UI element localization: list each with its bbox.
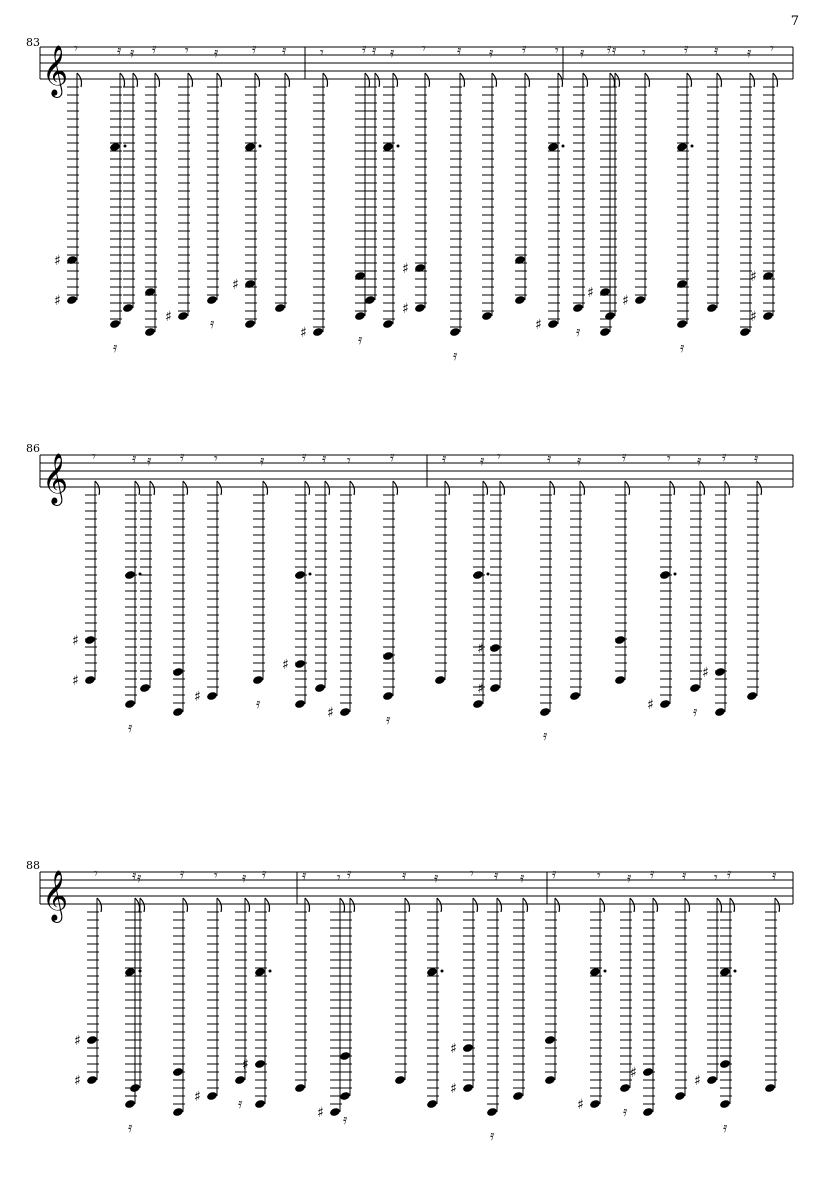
note-flag [323,73,328,87]
rest-glyph: 𝄿 [390,449,395,465]
rest-glyph: 𝄾 [497,449,501,465]
rest-glyph: 𝄿 [480,453,485,469]
notehead [599,327,611,337]
notehead [354,271,366,281]
sharp-accidental: ♯ [577,1097,584,1113]
notehead [642,1067,654,1077]
notehead [481,311,493,321]
rest-glyph: 𝄿 [543,728,548,744]
notehead [472,570,484,580]
rest-glyph: 𝄿 [358,332,363,348]
rest-glyph: 𝄿 [434,870,439,886]
note-flag [97,898,102,912]
note-flag [492,73,497,87]
note-flag [133,73,138,87]
notehead [434,675,446,685]
rest-glyph: 𝄿 [650,866,655,882]
rest-glyph: 𝄾 [714,870,718,886]
notehead [122,303,134,313]
notehead [144,327,156,337]
note-flag [773,73,778,87]
sharp-accidental: ♯ [450,1041,457,1057]
sharp-accidental: ♯ [74,1033,81,1049]
notehead [714,707,726,717]
sharp-accidental: ♯ [194,1089,201,1105]
sharp-accidental: ♯ [477,641,484,657]
notehead [354,311,366,321]
notehead [659,570,671,580]
note-flag [393,73,398,87]
notehead [676,279,688,289]
note-flag [135,481,140,495]
note-flag [625,481,630,495]
rest-glyph: 𝄾 [92,449,96,465]
notehead [764,1083,776,1093]
rest-glyph: 𝄿 [132,868,137,884]
note-flag [183,898,188,912]
sharp-accidental: ♯ [402,261,409,277]
notehead [109,319,121,329]
sharp-accidental: ♯ [587,285,594,301]
note-flag [263,481,268,495]
notehead [172,667,184,677]
rest-glyph: 𝄿 [547,451,552,467]
notehead [66,295,78,305]
rest-glyph: 𝄿 [490,1128,495,1144]
rest-glyph: 𝄿 [723,1120,728,1136]
rest-glyph: 𝄿 [132,451,137,467]
rest-glyph: 𝄿 [372,43,377,59]
rest-glyph: 𝄾 [422,41,426,57]
measure-number-system-3: 88 [26,859,40,872]
rest-glyph: 𝄿 [390,45,395,61]
sharp-accidental: ♯ [74,1073,81,1089]
rest-glyph: 𝄿 [682,868,687,884]
note-flag [445,481,450,495]
rest-glyph: 𝄿 [754,451,759,467]
augmentation-dot [487,573,490,576]
rest-glyph: 𝄿 [242,870,247,886]
rest-glyph: 𝄿 [282,43,287,59]
notehead [676,319,688,329]
notehead [762,271,774,281]
notehead [382,651,394,661]
rest-glyph: 𝄾 [185,43,189,59]
notehead [382,691,394,701]
rest-glyph: 𝄿 [494,868,499,884]
sharp-accidental: ♯ [327,705,334,721]
note-flag [525,73,530,87]
notehead [172,1067,184,1077]
rest-glyph: 𝄿 [214,45,219,61]
note-flag [350,898,355,912]
rest-glyph: 𝄿 [612,43,617,59]
sharp-accidental: ♯ [300,325,307,341]
sharp-accidental: ♯ [750,269,757,285]
notehead [84,675,96,685]
rest-glyph: 𝄿 [252,41,257,57]
rest-glyph: 𝄿 [260,453,265,469]
note-flag [610,73,615,87]
notehead [394,1075,406,1085]
notehead [206,1091,218,1101]
augmentation-dot [397,145,400,148]
note-flag [265,898,270,912]
note-flag [583,73,588,87]
rest-glyph: 𝄾 [667,451,671,467]
rest-glyph: 𝄿 [442,451,447,467]
notehead [544,1075,556,1085]
note-flag [730,898,735,912]
notehead [139,683,151,693]
note-flag [615,73,620,87]
notehead [294,1083,306,1093]
rest-glyph: 𝄿 [322,451,327,467]
note-flag [285,73,290,87]
notehead [462,1043,474,1053]
measure-number-system-1: 83 [26,36,40,49]
note-flag [670,481,675,495]
note-flag [460,73,465,87]
sharp-accidental: ♯ [54,253,61,269]
note-flag [77,73,82,87]
notehead [719,1059,731,1069]
augmentation-dot [691,145,694,148]
note-flag [325,481,330,495]
notehead [382,319,394,329]
rest-glyph: 𝄿 [302,868,307,884]
note-flag [140,898,145,912]
note-flag [150,481,155,495]
rest-glyph: 𝄾 [770,41,774,57]
rest-glyph: 𝄿 [693,704,698,720]
rest-glyph: 𝄿 [130,45,135,61]
note-flag [437,898,442,912]
rest-glyph: 𝄿 [180,449,185,465]
notehead [449,327,461,337]
note-flag [550,481,555,495]
note-flag [580,481,585,495]
sharp-accidental: ♯ [535,317,542,333]
augmentation-dot [734,970,737,973]
rest-glyph: 𝄾 [320,45,324,61]
notehead [86,1035,98,1045]
measure-number-system-2: 86 [26,442,40,455]
augmentation-dot [259,145,262,148]
rest-glyph: 𝄿 [152,41,157,57]
notehead [746,691,758,701]
augmentation-dot [604,970,607,973]
notehead [172,1107,184,1117]
rest-glyph: 𝄿 [362,41,367,57]
sharp-accidental: ♯ [72,633,79,649]
notehead [604,311,616,321]
notehead [489,683,501,693]
note-flag [483,481,488,495]
sharp-accidental: ♯ [750,309,757,325]
notehead [274,303,286,313]
augmentation-dot [124,145,127,148]
rest-glyph: 𝄿 [489,45,494,61]
rest-glyph: 𝄿 [147,453,152,469]
rest-glyph: 𝄿 [347,866,352,882]
note-flag [393,481,398,495]
note-flag [375,73,380,87]
rest-glyph: 𝄿 [714,43,719,59]
rest-glyph: 𝄾 [642,45,646,61]
note-flag [685,898,690,912]
note-flag [135,898,140,912]
rest-glyph: 𝄾 [555,43,559,59]
note-flag [405,898,410,912]
note-flag [425,73,430,87]
rest-glyph: 𝄾 [347,453,351,469]
rest-glyph: 𝄿 [113,340,118,356]
rest-glyph: 𝄿 [680,340,685,356]
note-flag [750,73,755,87]
rest-glyph: 𝄿 [747,45,752,61]
notehead [84,635,96,645]
sharp-accidental: ♯ [72,673,79,689]
rest-glyph: 𝄿 [128,1120,133,1136]
note-flag [558,73,563,87]
notehead [252,675,264,685]
rest-glyph: 𝄿 [684,41,689,57]
notehead [589,1099,601,1109]
notehead [144,287,156,297]
sharp-accidental: ♯ [702,665,709,681]
notehead [514,255,526,265]
rest-glyph: 𝄿 [576,324,581,340]
note-flag [245,898,250,912]
notehead [659,699,671,709]
notehead [314,683,326,693]
notehead [762,311,774,321]
sharp-accidental: ♯ [194,689,201,705]
note-flag [497,898,502,912]
note-flag [717,73,722,87]
note-flag [217,898,222,912]
rest-glyph: 𝄿 [302,449,307,465]
note-flag [725,481,730,495]
rest-glyph: 𝄿 [238,1096,243,1112]
rest-glyph: 𝄾 [214,868,218,884]
sharp-accidental: ♯ [242,1057,249,1073]
notehead [294,570,306,580]
notehead [614,675,626,685]
notehead [599,287,611,297]
note-flag [523,898,528,912]
note-flag [305,898,310,912]
page-number: 7 [790,14,799,29]
rest-glyph: 𝄿 [386,712,391,728]
augmentation-dot [562,145,565,148]
notehead [339,707,351,717]
note-flag [500,481,505,495]
rest-glyph: 𝄿 [457,43,462,59]
augmentation-dot [269,970,272,973]
note-flag [600,898,605,912]
notehead [572,303,584,313]
note-flag [217,73,222,87]
rest-glyph: 𝄿 [577,453,582,469]
sharp-accidental: ♯ [232,277,239,293]
rest-glyph: 𝄿 [722,449,727,465]
note-flag [255,73,260,87]
sharp-accidental: ♯ [477,681,484,697]
note-flag [775,898,780,912]
notehead [674,1091,686,1101]
notehead [339,1091,351,1101]
note-flag [95,481,100,495]
rest-glyph: 𝄿 [727,866,732,882]
rest-glyph: 𝄿 [697,453,702,469]
rest-glyph: 𝄾 [337,870,341,886]
rest-glyph: 𝄾 [214,451,218,467]
notehead [486,1107,498,1117]
notehead [634,295,646,305]
notehead [124,1099,136,1109]
note-flag [653,898,658,912]
note-flag [700,481,705,495]
note-flag [555,898,560,912]
rest-glyph: 𝄿 [402,868,407,884]
rest-glyph: 𝄿 [343,1112,348,1128]
notehead [339,1051,351,1061]
notehead [364,295,376,305]
notehead [426,1099,438,1109]
notehead [739,327,751,337]
treble-clef-icon: 𝄞 [42,45,69,96]
notehead [244,279,256,289]
rest-glyph: 𝄾 [597,868,601,884]
sharp-accidental: ♯ [694,1073,701,1089]
notehead [234,1075,246,1085]
notehead [714,667,726,677]
rest-glyph: 𝄿 [117,43,122,59]
treble-clef-icon: 𝄞 [42,870,69,921]
sharp-accidental: ♯ [622,293,629,309]
rest-glyph: 𝄿 [137,870,142,886]
rest-glyph: 𝄿 [623,1104,628,1120]
rest-glyph: 𝄿 [262,866,267,882]
notehead [619,1083,631,1093]
note-flag [183,481,188,495]
notehead [124,699,136,709]
notehead [206,295,218,305]
sharp-accidental: ♯ [54,293,61,309]
notehead [642,1107,654,1117]
notehead [547,319,559,329]
sharp-accidental: ♯ [282,657,289,673]
note-flag [340,898,345,912]
sharp-accidental: ♯ [402,301,409,317]
note-flag [155,73,160,87]
notehead [614,635,626,645]
note-flag [757,481,762,495]
rest-glyph: 𝄿 [210,316,215,332]
rest-glyph: 𝄿 [627,870,632,886]
notehead [514,295,526,305]
notehead [719,1099,731,1109]
note-flag [687,73,692,87]
note-flag [645,73,650,87]
rest-glyph: 𝄿 [256,696,261,712]
notehead [462,1083,474,1093]
notehead [124,570,136,580]
rest-glyph: 𝄿 [622,449,627,465]
augmentation-dot [309,573,312,576]
notehead [66,255,78,265]
notehead [177,311,189,321]
sharp-accidental: ♯ [630,1065,637,1081]
notehead [489,643,501,653]
sharp-accidental: ♯ [317,1105,324,1121]
notehead [129,1083,141,1093]
notehead [472,699,484,709]
notehead [312,327,324,337]
notehead [294,699,306,709]
rest-glyph: 𝄿 [552,866,557,882]
rest-glyph: 𝄿 [607,41,612,57]
notehead [414,263,426,273]
note-flag [120,73,125,87]
note-flag [350,481,355,495]
sharp-accidental: ♯ [647,697,654,713]
rest-glyph: 𝄿 [520,870,525,886]
treble-clef-icon: 𝄞 [42,453,69,504]
rest-glyph: 𝄿 [128,720,133,736]
note-flag [717,898,722,912]
notehead [512,1091,524,1101]
sharp-accidental: ♯ [165,309,172,325]
rest-glyph: 𝄿 [522,41,527,57]
notehead [414,303,426,313]
note-flag [365,73,370,87]
notehead [706,1075,718,1085]
notehead [539,707,551,717]
notehead [294,659,306,669]
notehead [206,691,218,701]
notehead [329,1107,341,1117]
notehead [254,1099,266,1109]
augmentation-dot [441,970,444,973]
note-flag [630,898,635,912]
notehead [254,1059,266,1069]
rest-glyph: 𝄿 [772,868,777,884]
sharp-accidental: ♯ [450,1081,457,1097]
notehead [86,1075,98,1085]
notehead [172,707,184,717]
notehead [244,319,256,329]
notehead [569,691,581,701]
notehead [706,303,718,313]
rest-glyph: 𝄾 [74,41,78,57]
augmentation-dot [674,573,677,576]
note-flag [473,898,478,912]
notehead [544,1035,556,1045]
note-flag [217,481,222,495]
rest-glyph: 𝄾 [470,866,474,882]
rest-glyph: 𝄿 [580,45,585,61]
rest-glyph: 𝄿 [453,348,458,364]
notehead [689,683,701,693]
note-flag [305,481,310,495]
rest-glyph: 𝄾 [94,866,98,882]
rest-glyph: 𝄿 [180,866,185,882]
note-flag [188,73,193,87]
